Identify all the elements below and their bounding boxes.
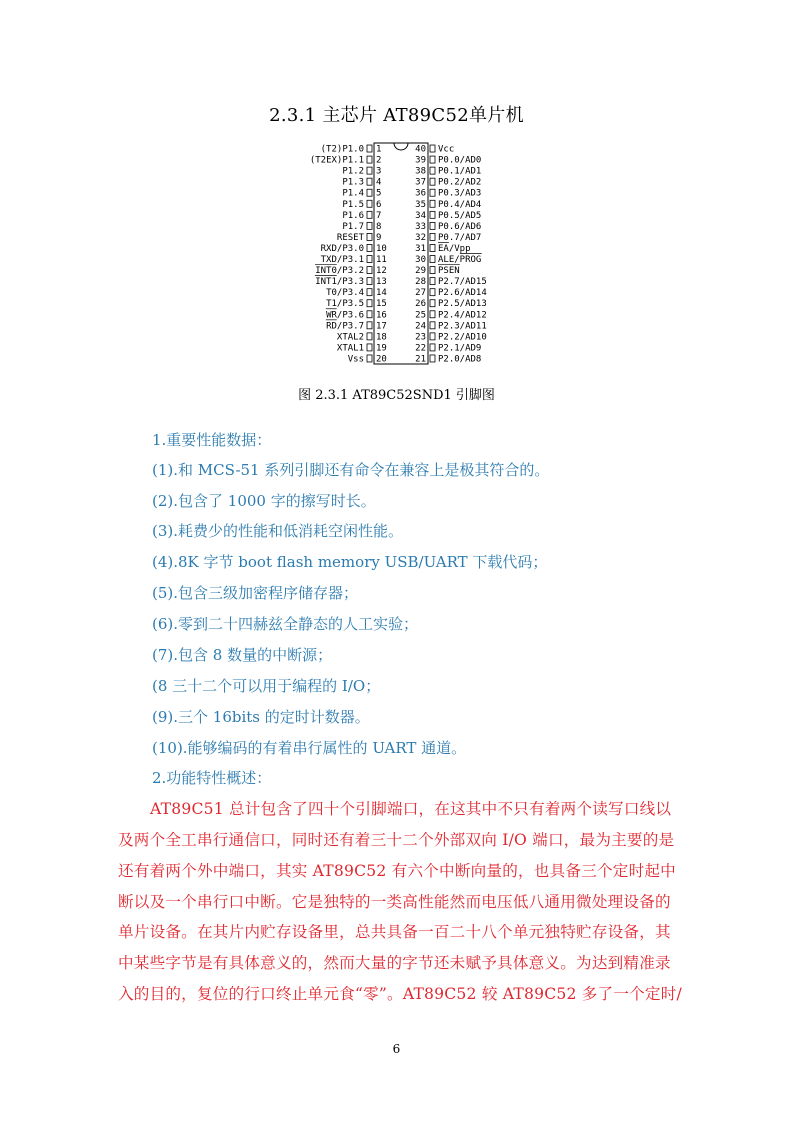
pin-right-40 xyxy=(430,145,435,152)
section-heading: 2.3.1 主芯片 AT89C52单片机 xyxy=(269,105,524,126)
pin-number-right: 21 xyxy=(415,354,426,365)
pin-number-left: 19 xyxy=(376,343,387,354)
pin-number-right: 33 xyxy=(415,221,426,232)
pin-number-right: 39 xyxy=(415,155,426,166)
features-paragraph-line: 还有着两个外中端口，其实 AT89C52 有六个中断向量的，也具备三个定时起中 xyxy=(118,862,676,880)
performance-item: (2).包含了 1000 字的擦写时长。 xyxy=(152,492,376,510)
pin-number-left: 12 xyxy=(376,266,387,277)
pin-name-right: P0.7/AD7 xyxy=(438,232,482,243)
pin-name-left: INT0/P3.2 xyxy=(315,266,364,277)
pin-number-left: 14 xyxy=(376,288,387,299)
pin-name-left: INT1/P3.3 xyxy=(315,277,364,288)
pin-number-left: 8 xyxy=(376,221,382,232)
pin-name-right: P2.2/AD10 xyxy=(438,332,487,343)
pin-name-right: ALE/PROG xyxy=(438,255,482,266)
pin-number-right: 40 xyxy=(415,144,426,155)
pin-left-5 xyxy=(367,189,372,196)
pin-name-right: P0.6/AD6 xyxy=(438,221,482,232)
pin-number-left: 5 xyxy=(376,188,382,199)
pin-number-left: 11 xyxy=(376,255,387,266)
pin-number-left: 15 xyxy=(376,299,387,310)
pin-name-left: RESET xyxy=(336,232,364,243)
performance-item: (8 三十二个可以用于编程的 I/O； xyxy=(152,677,381,695)
pin-right-22 xyxy=(430,344,435,351)
pin-number-right: 37 xyxy=(415,177,426,188)
features-heading: 2.功能特性概述： xyxy=(152,769,272,787)
pin-number-left: 1 xyxy=(376,144,382,155)
pin-number-right: 29 xyxy=(415,266,426,277)
pin-name-right: P2.7/AD15 xyxy=(438,277,487,288)
pin-left-11 xyxy=(367,256,372,263)
pin-left-13 xyxy=(367,278,372,285)
features-paragraph-line: AT89C51 总计包含了四十个引脚端口，在这其中不只有着两个读写口线以 xyxy=(150,800,672,818)
performance-item: (9).三个 16bits 的定时计数器。 xyxy=(152,708,370,726)
pin-left-10 xyxy=(367,244,372,251)
pin-left-20 xyxy=(367,355,372,362)
pin-number-left: 18 xyxy=(376,332,387,343)
pin-name-left: XTAL1 xyxy=(336,343,364,354)
pin-right-29 xyxy=(430,267,435,274)
pin-name-right: P0.4/AD4 xyxy=(438,199,482,210)
pin-left-17 xyxy=(367,322,372,329)
features-paragraph-line: 及两个全工串行通信口，同时还有着三十二个外部双向 I/O 端口，最为主要的是 xyxy=(118,831,675,849)
pin-left-2 xyxy=(367,156,372,163)
chip-notch xyxy=(394,143,408,150)
performance-item: (10).能够编码的有着串行属性的 UART 通道。 xyxy=(152,739,467,757)
pin-number-left: 20 xyxy=(376,354,387,365)
pin-name-left: Vss xyxy=(347,354,364,365)
pin-right-27 xyxy=(430,289,435,296)
pin-number-right: 27 xyxy=(415,288,426,299)
pin-name-left: (T2EX)P1.1 xyxy=(309,155,364,166)
pin-name-right: EA/Vpp xyxy=(438,243,471,254)
pin-name-right: P0.2/AD2 xyxy=(438,177,482,188)
performance-item: (7).包含 8 数量的中断源； xyxy=(152,646,333,664)
pin-name-right: P2.6/AD14 xyxy=(438,288,487,299)
pin-right-21 xyxy=(430,355,435,362)
pin-number-right: 23 xyxy=(415,332,426,343)
pin-name-left: P1.4 xyxy=(342,188,364,199)
pin-name-right: PSEN xyxy=(438,266,460,277)
pin-name-left: WR/P3.6 xyxy=(326,310,364,321)
pin-left-19 xyxy=(367,344,372,351)
pin-left-12 xyxy=(367,267,372,274)
features-paragraph-line: 入的目的，复位的行口终止单元食“零”。AT89C52 较 AT89C52 多了一个定时/ xyxy=(118,985,682,1003)
chip-pinout-diagram xyxy=(296,139,501,371)
pin-name-right: P2.3/AD11 xyxy=(438,321,487,332)
pin-left-14 xyxy=(367,289,372,296)
pin-right-23 xyxy=(430,333,435,340)
pin-number-right: 25 xyxy=(415,310,426,321)
pin-left-8 xyxy=(367,222,372,229)
pin-name-left: RXD/P3.0 xyxy=(320,243,364,254)
pin-name-left: P1.7 xyxy=(342,221,364,232)
pin-name-right: Vcc xyxy=(438,144,455,155)
pin-left-6 xyxy=(367,200,372,207)
performance-item: (5).包含三级加密程序储存器； xyxy=(152,584,359,602)
pin-number-right: 22 xyxy=(415,343,426,354)
pin-number-left: 17 xyxy=(376,321,387,332)
pin-right-26 xyxy=(430,300,435,307)
pin-number-right: 26 xyxy=(415,299,426,310)
pin-right-31 xyxy=(430,244,435,251)
pin-name-left: RD/P3.7 xyxy=(326,321,364,332)
pin-number-left: 4 xyxy=(376,177,382,188)
pin-number-right: 32 xyxy=(415,232,426,243)
pin-number-left: 10 xyxy=(376,243,387,254)
pin-name-right: P0.0/AD0 xyxy=(438,155,482,166)
pin-name-left: T1/P3.5 xyxy=(326,299,364,310)
performance-item: (3).耗费少的性能和低消耗空闲性能。 xyxy=(152,522,404,540)
pin-number-left: 7 xyxy=(376,210,382,221)
pin-number-left: 13 xyxy=(376,277,387,288)
pin-name-right: P0.1/AD1 xyxy=(438,166,482,177)
pin-left-15 xyxy=(367,300,372,307)
pin-name-right: P2.5/AD13 xyxy=(438,299,487,310)
pin-number-left: 6 xyxy=(376,199,382,210)
pin-number-right: 38 xyxy=(415,166,426,177)
pin-right-35 xyxy=(430,200,435,207)
pin-name-right: P0.3/AD3 xyxy=(438,188,482,199)
pin-right-37 xyxy=(430,178,435,185)
pin-left-7 xyxy=(367,211,372,218)
pin-name-left: (T2)P1.0 xyxy=(320,144,364,155)
pin-left-4 xyxy=(367,178,372,185)
pin-number-left: 9 xyxy=(376,232,382,243)
pin-name-left: T0/P3.4 xyxy=(326,288,364,299)
pin-right-28 xyxy=(430,278,435,285)
performance-item: (6).零到二十四赫兹全静态的人工实验； xyxy=(152,615,419,633)
pin-name-left: P1.2 xyxy=(342,166,364,177)
pin-number-left: 16 xyxy=(376,310,387,321)
pin-number-right: 31 xyxy=(415,243,426,254)
pin-left-3 xyxy=(367,167,372,174)
pin-right-24 xyxy=(430,322,435,329)
pin-name-left: P1.5 xyxy=(342,199,364,210)
performance-heading: 1.重要性能数据： xyxy=(152,431,272,449)
pin-left-1 xyxy=(367,145,372,152)
pin-number-right: 28 xyxy=(415,277,426,288)
page-number: 6 xyxy=(392,1042,401,1056)
pin-right-34 xyxy=(430,211,435,218)
pin-name-left: P1.6 xyxy=(342,210,364,221)
pin-right-39 xyxy=(430,156,435,163)
pin-name-right: P0.5/AD5 xyxy=(438,210,482,221)
pin-right-25 xyxy=(430,311,435,318)
pin-number-right: 30 xyxy=(415,255,426,266)
pin-number-right: 36 xyxy=(415,188,426,199)
pin-number-right: 24 xyxy=(415,321,426,332)
pin-right-32 xyxy=(430,233,435,240)
pin-name-right: P2.0/AD8 xyxy=(438,354,482,365)
features-paragraph-line: 单片设备。在其片内贮存设备里，总共具备一百二十八个单元独特贮存设备，其 xyxy=(118,923,671,941)
pin-right-33 xyxy=(430,222,435,229)
figure-caption: 图 2.3.1 AT89C52SND1 引脚图 xyxy=(298,388,495,403)
pin-number-right: 35 xyxy=(415,199,426,210)
pin-right-38 xyxy=(430,167,435,174)
pin-number-left: 3 xyxy=(376,166,382,177)
pin-number-right: 34 xyxy=(415,210,426,221)
pin-left-16 xyxy=(367,311,372,318)
performance-item: (4).8K 字节 boot flash memory USB/UART 下载代码； xyxy=(152,553,548,571)
pin-name-right: P2.1/AD9 xyxy=(438,343,482,354)
pin-name-right: P2.4/AD12 xyxy=(438,310,487,321)
pin-name-left: P1.3 xyxy=(342,177,364,188)
performance-item: (1).和 MCS-51 系列引脚还有命令在兼容上是极其符合的。 xyxy=(152,461,550,479)
pin-right-30 xyxy=(430,256,435,263)
features-paragraph-line: 中某些字节是有具体意义的，然而大量的字节还未赋予具体意义。为达到精准录 xyxy=(118,954,671,972)
pin-left-18 xyxy=(367,333,372,340)
pin-number-left: 2 xyxy=(376,155,382,166)
features-paragraph-line: 断以及一个串行口中断。它是独特的一类高性能然而电压低八通用微处理设备的 xyxy=(118,893,671,911)
pin-name-left: XTAL2 xyxy=(336,332,364,343)
pin-right-36 xyxy=(430,189,435,196)
pin-left-9 xyxy=(367,233,372,240)
pin-name-left: TXD/P3.1 xyxy=(320,255,364,266)
